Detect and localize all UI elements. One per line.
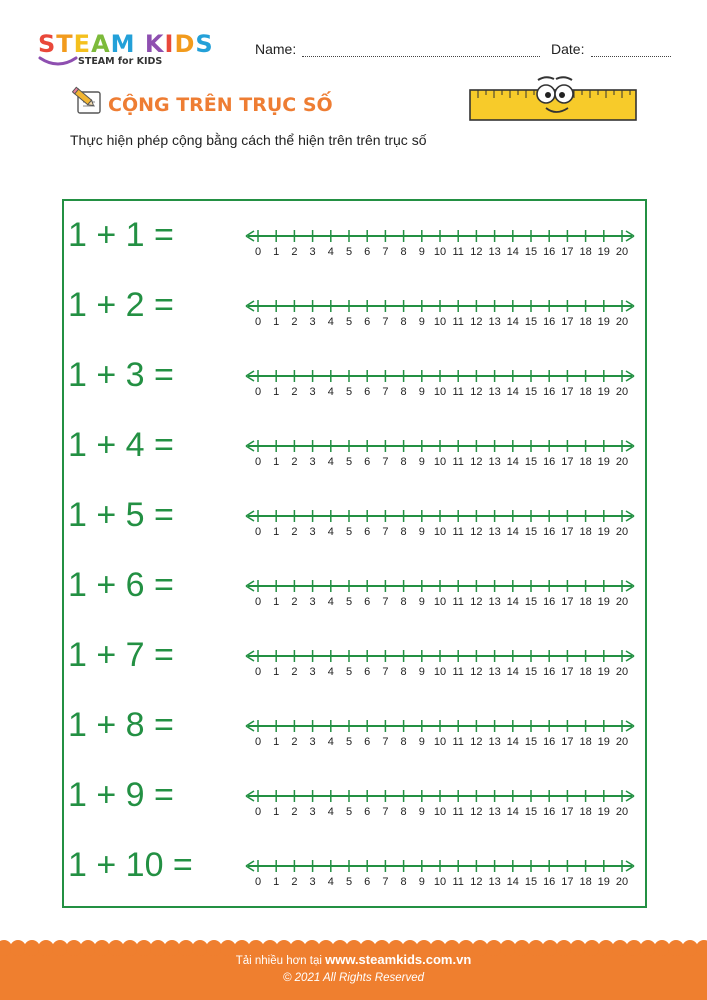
- tick-label: 4: [327, 666, 334, 678]
- tick-label: 9: [418, 596, 425, 608]
- tick-label: 10: [433, 316, 447, 328]
- tick-label: 10: [433, 666, 447, 678]
- tick-label: 0: [254, 386, 262, 398]
- footer-prefix: Tải nhiều hơn tại: [235, 955, 326, 967]
- tick-label: 18: [579, 526, 592, 538]
- number-line[interactable]: [244, 292, 636, 332]
- tick-label: 9: [418, 246, 425, 258]
- tick-label: 7: [382, 596, 389, 608]
- tick-label: 3: [309, 246, 316, 258]
- tick-label: 1: [273, 386, 280, 398]
- tick-label: 11: [452, 246, 464, 258]
- tick-label: 8: [400, 736, 407, 748]
- tick-label: 12: [470, 526, 483, 538]
- tick-label: 8: [400, 596, 407, 608]
- tick-label: 12: [470, 456, 483, 468]
- tick-label: 16: [543, 246, 556, 258]
- tick-label: 19: [597, 736, 610, 748]
- tick-label: 12: [470, 386, 483, 398]
- tick-label: 0: [254, 316, 262, 328]
- tick-label: 18: [579, 666, 592, 678]
- number-line[interactable]: [244, 502, 636, 542]
- logo-swoosh-icon: [38, 54, 78, 68]
- tick-label: 20: [615, 736, 629, 748]
- date-label: Date:: [551, 41, 585, 57]
- footer: [0, 940, 707, 1000]
- problem-equation: 1 + 1 =: [68, 216, 174, 254]
- tick-label: 4: [327, 596, 334, 608]
- tick-label: 6: [364, 526, 371, 538]
- tick-label: 16: [543, 526, 556, 538]
- tick-label: 12: [470, 246, 483, 258]
- tick-label: 5: [345, 666, 353, 678]
- tick-label: 11: [452, 806, 464, 818]
- tick-label: 6: [364, 316, 371, 328]
- tick-label: 1: [273, 596, 280, 608]
- tick-label: 20: [615, 386, 629, 398]
- tick-label: 2: [291, 736, 298, 748]
- tick-label: 1: [273, 526, 280, 538]
- tick-label: 14: [506, 246, 519, 258]
- tick-label: 0: [254, 456, 262, 468]
- tick-label: 17: [561, 526, 574, 538]
- tick-label: 5: [345, 596, 353, 608]
- number-line[interactable]: [244, 362, 636, 402]
- tick-label: 7: [382, 876, 389, 888]
- tick-label: 15: [524, 666, 538, 678]
- tick-label: 11: [452, 316, 464, 328]
- tick-label: 19: [597, 596, 610, 608]
- tick-label: 4: [327, 386, 334, 398]
- tick-label: 9: [418, 806, 425, 818]
- tick-label: 13: [488, 246, 501, 258]
- tick-label: 1: [273, 316, 280, 328]
- tick-label: 19: [597, 526, 610, 538]
- number-line[interactable]: [244, 222, 636, 262]
- number-line[interactable]: [244, 432, 636, 472]
- tick-label: 6: [364, 596, 371, 608]
- tick-label: 15: [524, 526, 538, 538]
- tick-label: 9: [418, 876, 425, 888]
- tick-label: 17: [561, 456, 574, 468]
- instructions: Thực hiện phép cộng bằng cách thể hiện trên trên trục số: [70, 132, 427, 148]
- tick-label: 18: [579, 316, 592, 328]
- tick-label: 2: [291, 876, 298, 888]
- tick-label: 16: [543, 806, 556, 818]
- tick-label: 19: [597, 666, 610, 678]
- number-line[interactable]: [244, 852, 636, 892]
- tick-label: 0: [254, 526, 262, 538]
- tick-label: 4: [327, 456, 334, 468]
- tick-label: 4: [327, 876, 334, 888]
- tick-label: 13: [488, 526, 501, 538]
- tick-label: 15: [524, 246, 538, 258]
- tick-label: 17: [561, 876, 574, 888]
- tick-label: 3: [309, 806, 316, 818]
- tick-label: 13: [488, 456, 501, 468]
- tick-label: 17: [561, 806, 574, 818]
- problem-equation: 1 + 7 =: [68, 636, 174, 674]
- tick-label: 1: [273, 876, 280, 888]
- tick-label: 10: [433, 526, 447, 538]
- tick-label: 16: [543, 456, 556, 468]
- tick-label: 14: [506, 806, 519, 818]
- tick-label: 8: [400, 316, 407, 328]
- tick-label: 20: [615, 526, 629, 538]
- tick-label: 14: [506, 876, 519, 888]
- number-line[interactable]: [244, 782, 636, 822]
- tick-label: 11: [452, 596, 464, 608]
- tick-label: 17: [561, 666, 574, 678]
- tick-label: 20: [615, 316, 629, 328]
- tick-label: 5: [345, 316, 353, 328]
- tick-label: 12: [470, 316, 483, 328]
- tick-label: 4: [327, 736, 334, 748]
- problem-equation: 1 + 10 =: [68, 846, 193, 884]
- tick-label: 2: [291, 246, 298, 258]
- tick-label: 10: [433, 736, 447, 748]
- tick-label: 18: [579, 246, 592, 258]
- tick-label: 7: [382, 456, 389, 468]
- page-title: CỘNG TRÊN TRỤC SỐ: [108, 94, 333, 116]
- tick-label: 18: [579, 386, 592, 398]
- tick-label: 20: [615, 246, 629, 258]
- tick-label: 18: [579, 876, 592, 888]
- problem-equation: 1 + 3 =: [68, 356, 174, 394]
- ruler-mascot-icon: [468, 70, 638, 126]
- tick-label: 18: [579, 456, 592, 468]
- tick-label: 16: [543, 386, 556, 398]
- tick-label: 2: [291, 666, 298, 678]
- tick-label: 12: [470, 736, 483, 748]
- tick-label: 7: [382, 316, 389, 328]
- tick-label: 9: [418, 316, 425, 328]
- name-field[interactable]: [302, 56, 540, 57]
- number-line[interactable]: [244, 572, 636, 612]
- tick-label: 12: [470, 806, 483, 818]
- tick-label: 6: [364, 806, 371, 818]
- date-field[interactable]: [591, 56, 671, 57]
- tick-label: 17: [561, 736, 574, 748]
- tick-label: 9: [418, 456, 425, 468]
- tick-label: 20: [615, 456, 629, 468]
- tick-label: 19: [597, 456, 610, 468]
- number-line[interactable]: [244, 642, 636, 682]
- problem-equation: 1 + 8 =: [68, 706, 174, 744]
- tick-label: 10: [433, 386, 447, 398]
- tick-label: 17: [561, 316, 574, 328]
- tick-label: 12: [470, 876, 483, 888]
- tick-label: 16: [543, 666, 556, 678]
- tick-label: 17: [561, 246, 574, 258]
- tick-label: 0: [254, 876, 262, 888]
- tick-label: 7: [382, 666, 389, 678]
- tick-label: 13: [488, 806, 501, 818]
- tick-label: 8: [400, 876, 407, 888]
- tick-label: 10: [433, 456, 447, 468]
- tick-label: 16: [543, 876, 556, 888]
- tick-label: 16: [543, 316, 556, 328]
- tick-label: 5: [345, 386, 353, 398]
- tick-label: 13: [488, 596, 501, 608]
- tick-label: 13: [488, 736, 501, 748]
- tick-label: 8: [400, 386, 407, 398]
- tick-label: 17: [561, 596, 574, 608]
- tick-label: 18: [579, 596, 592, 608]
- tick-label: 10: [433, 876, 447, 888]
- tick-label: 19: [597, 246, 610, 258]
- tick-label: 9: [418, 736, 425, 748]
- tick-label: 0: [254, 736, 262, 748]
- tick-label: 10: [433, 246, 447, 258]
- tick-label: 3: [309, 736, 316, 748]
- tick-label: 12: [470, 596, 483, 608]
- tick-label: 5: [345, 806, 353, 818]
- tick-label: 11: [452, 456, 464, 468]
- tick-label: 12: [470, 666, 483, 678]
- tick-label: 19: [597, 386, 610, 398]
- tick-label: 0: [254, 246, 262, 258]
- tick-label: 3: [309, 526, 316, 538]
- tick-label: 6: [364, 666, 371, 678]
- problem-equation: 1 + 9 =: [68, 776, 174, 814]
- tick-label: 1: [273, 456, 280, 468]
- tick-label: 19: [597, 316, 610, 328]
- tick-label: 15: [524, 386, 538, 398]
- tick-label: 3: [309, 386, 316, 398]
- name-label: Name:: [255, 41, 297, 57]
- tick-label: 20: [615, 876, 629, 888]
- tick-label: 14: [506, 736, 519, 748]
- tick-label: 20: [615, 806, 629, 818]
- tick-label: 7: [382, 526, 389, 538]
- tick-label: 9: [418, 526, 425, 538]
- tick-label: 0: [254, 806, 262, 818]
- steam-kids-logo: [38, 30, 238, 74]
- tick-label: 6: [364, 876, 371, 888]
- tick-label: 7: [382, 806, 389, 818]
- tick-label: 0: [254, 666, 262, 678]
- tick-label: 15: [524, 806, 538, 818]
- tick-label: 3: [309, 876, 316, 888]
- tick-label: 6: [364, 456, 371, 468]
- tick-label: 13: [488, 316, 501, 328]
- tick-label: 5: [345, 246, 353, 258]
- tick-label: 7: [382, 246, 389, 258]
- tick-label: 14: [506, 316, 519, 328]
- tick-label: 10: [433, 806, 447, 818]
- tick-label: 13: [488, 666, 501, 678]
- logo-tagline: STEAM for KIDS: [78, 56, 163, 67]
- tick-label: 2: [291, 806, 298, 818]
- tick-label: 10: [433, 596, 447, 608]
- tick-label: 13: [488, 876, 501, 888]
- tick-label: 20: [615, 666, 629, 678]
- tick-label: 11: [452, 736, 464, 748]
- tick-label: 18: [579, 806, 592, 818]
- tick-label: 11: [452, 666, 464, 678]
- tick-label: 4: [327, 246, 334, 258]
- tick-label: 11: [452, 876, 464, 888]
- tick-label: 6: [364, 386, 371, 398]
- tick-label: 15: [524, 456, 538, 468]
- tick-label: 14: [506, 666, 519, 678]
- tick-label: 17: [561, 386, 574, 398]
- footer-site-link[interactable]: www.steamkids.com.vn: [325, 952, 472, 967]
- tick-label: 3: [309, 316, 316, 328]
- tick-label: 4: [327, 526, 334, 538]
- tick-label: 3: [309, 596, 316, 608]
- tick-label: 8: [400, 806, 407, 818]
- tick-label: 11: [452, 526, 464, 538]
- tick-label: 7: [382, 386, 389, 398]
- tick-label: 14: [506, 456, 519, 468]
- tick-label: 19: [597, 806, 610, 818]
- tick-label: 6: [364, 736, 371, 748]
- tick-label: 7: [382, 736, 389, 748]
- tick-label: 8: [400, 456, 407, 468]
- tick-label: 14: [506, 526, 519, 538]
- tick-label: 6: [364, 246, 371, 258]
- problem-equation: 1 + 2 =: [68, 286, 174, 324]
- tick-label: 1: [273, 806, 280, 818]
- tick-label: 18: [579, 736, 592, 748]
- tick-label: 16: [543, 596, 556, 608]
- tick-label: 2: [291, 316, 298, 328]
- tick-label: 16: [543, 736, 556, 748]
- tick-label: 2: [291, 386, 298, 398]
- tick-label: 2: [291, 596, 298, 608]
- tick-label: 5: [345, 736, 353, 748]
- tick-label: 1: [273, 246, 280, 258]
- tick-label: 3: [309, 456, 316, 468]
- pencil-paper-icon: [72, 86, 104, 116]
- tick-label: 4: [327, 316, 334, 328]
- tick-label: 1: [273, 736, 280, 748]
- tick-label: 19: [597, 876, 610, 888]
- tick-label: 5: [345, 876, 353, 888]
- tick-label: 15: [524, 596, 538, 608]
- tick-label: 15: [524, 736, 538, 748]
- logo-wordmark: STEAM KIDS: [38, 30, 214, 58]
- tick-label: 2: [291, 456, 298, 468]
- footer-copyright: © 2021 All Rights Reserved: [282, 972, 424, 984]
- tick-label: 20: [615, 596, 629, 608]
- tick-label: 8: [400, 666, 407, 678]
- tick-label: 9: [418, 386, 425, 398]
- tick-label: 11: [452, 386, 464, 398]
- tick-label: 1: [273, 666, 280, 678]
- number-line[interactable]: [244, 712, 636, 752]
- tick-label: 15: [524, 316, 538, 328]
- problem-equation: 1 + 4 =: [68, 426, 174, 464]
- tick-label: 5: [345, 526, 353, 538]
- tick-label: 14: [506, 386, 519, 398]
- tick-label: 5: [345, 456, 353, 468]
- tick-label: 2: [291, 526, 298, 538]
- tick-label: 8: [400, 526, 407, 538]
- problem-equation: 1 + 6 =: [68, 566, 174, 604]
- tick-label: 13: [488, 386, 501, 398]
- tick-label: 3: [309, 666, 316, 678]
- tick-label: 8: [400, 246, 407, 258]
- tick-label: 15: [524, 876, 538, 888]
- tick-label: 14: [506, 596, 519, 608]
- tick-label: 9: [418, 666, 425, 678]
- tick-label: 4: [327, 806, 334, 818]
- problem-equation: 1 + 5 =: [68, 496, 174, 534]
- tick-label: 0: [254, 596, 262, 608]
- footer-download-text: [0, 952, 707, 967]
